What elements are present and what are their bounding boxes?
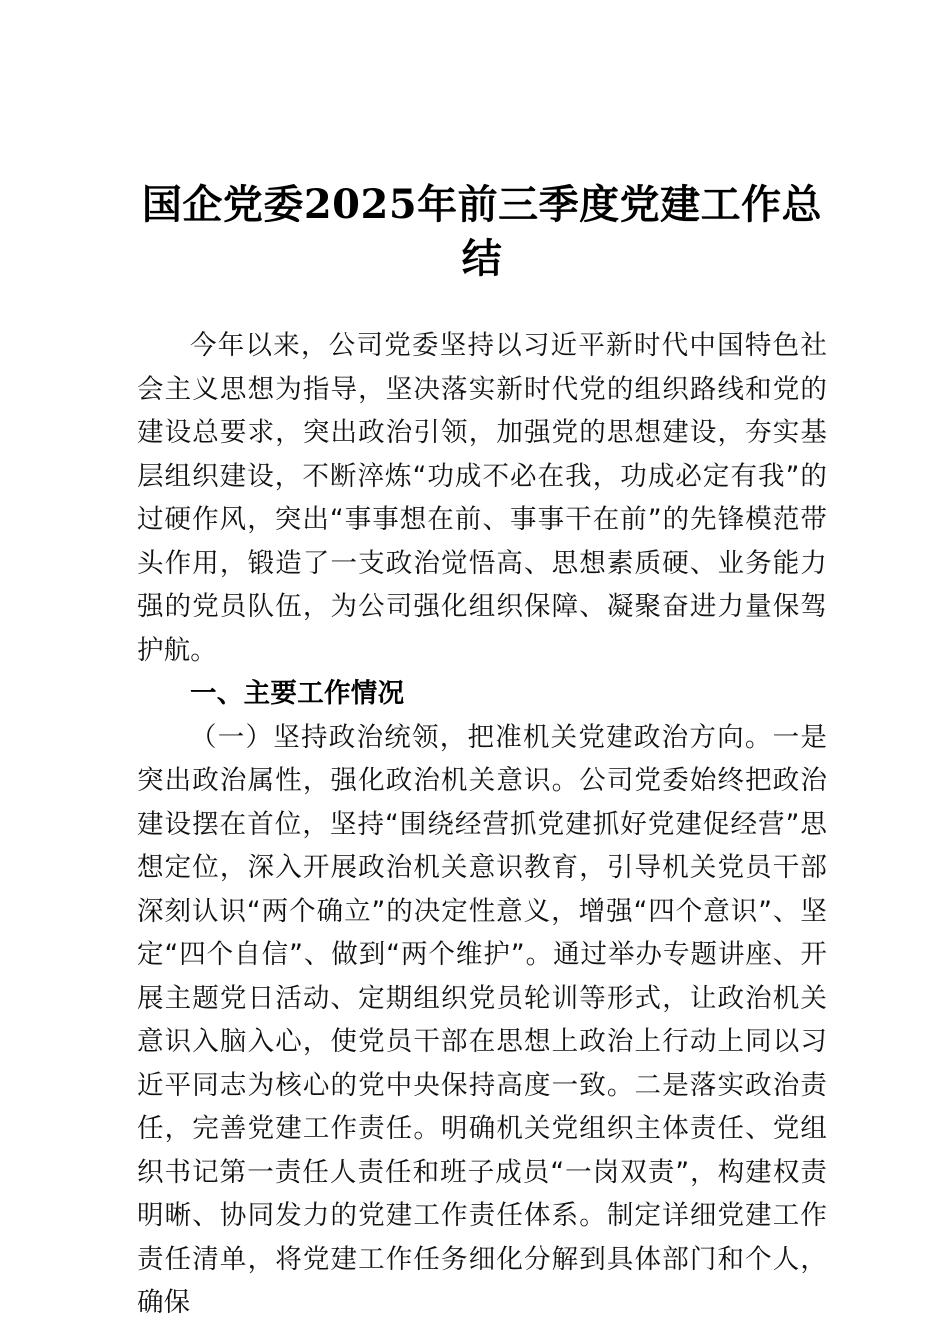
paragraph-intro: 今年以来，公司党委坚持以习近平新时代中国特色社会主义思想为指导，坚决落实新时代党的组织路线和党的建设总要求，突出政治引领，加强党的思想建设，夯实基层组织建设，不断淬炼“功成不必在我，功成必定有我”的过硬作风，突出“事事想在前、事事干在前”的先锋模范带头作用，锻造了一支政治觉悟高、思想素质硬、业务能力强的党员队伍，为公司强化组织保障、凝聚奋进力量保驾护航。 bbox=[137, 330, 827, 666]
section-heading-main-work: 一、主要工作情况 bbox=[190, 678, 405, 709]
page-body bbox=[137, 178, 827, 1325]
document-title: 国企党委2025年前三季度党建工作总结 bbox=[141, 181, 823, 282]
paragraph-section-1-1: （一）坚持政治统领，把准机关党建政治方向。一是突出政治属性，强化政治机关意识。公司党委始终把政治建设摆在首位，坚持“围绕经营抓党建抓好党建促经营”思想定位，深入开展政治机关意识教育，引导机关党员干部深刻认识“两个确立”的决定性意义，增强“四个意识”、坚定“四个自信”、做到“两个维护”。通过举办专题讲座、开展主题党日活动、定期组织党员轮训等形式，让政治机关意识入脑入心，使党员干部在思想上政治上行动上同以习近平同志为核心的党中央保持高度一致。二是落实政治责任，完善党建工作责任。明确机关党组织主体责任、党组织书记第一责任人责任和班子成员“一岗双责”，构建权责明晰、协同发力的党建工作责任体系。制定详细党建工作责任清单，将党建工作任务细化分解到具体部门和个人，确保 bbox=[137, 721, 827, 1318]
title-body-spacer bbox=[137, 286, 827, 324]
